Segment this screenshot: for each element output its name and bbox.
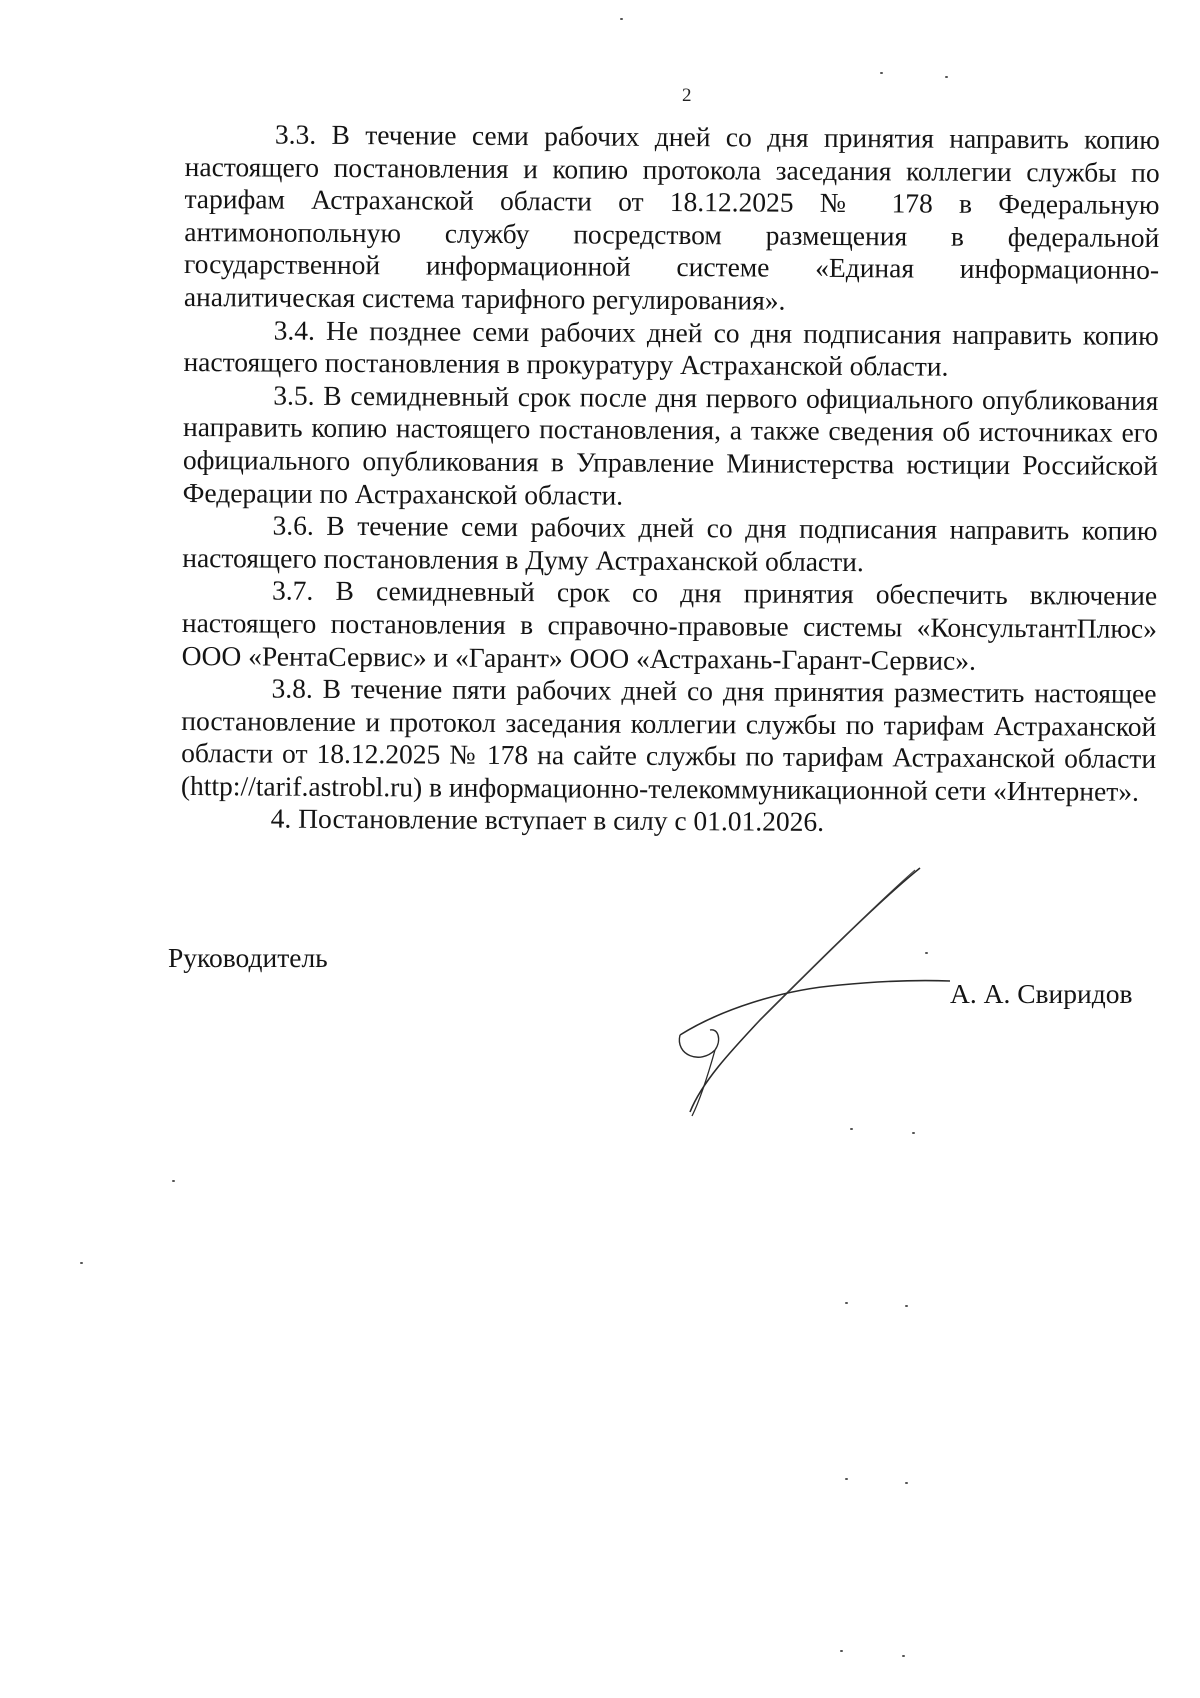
scan-speck xyxy=(620,18,623,20)
scan-speck xyxy=(850,1128,853,1130)
handwritten-signature xyxy=(660,860,960,1120)
signatory-role: Руководитель xyxy=(168,942,328,973)
scan-speck xyxy=(880,72,883,74)
paragraph-3-4: 3.4. Не позднее семи рабочих дней со дня подписания направить копию настоящего постановления в прокуратуру Астраханской области. xyxy=(183,314,1159,382)
paragraph-3-6: 3.6. В течение семи рабочих дней со дня подписания направить копию настоящего постановления в Думу Астраханской области. xyxy=(182,509,1158,577)
scan-speck xyxy=(925,952,928,954)
scan-speck xyxy=(80,1262,83,1264)
paragraph-3-8: 3.8. В течение пяти рабочих дней со дня принятия разместить настоящее постановление и протокол заседания коллегии службы по тарифам Астраханской области от 18.12.2025 № 178 на сайте службы по тарифам Астраханской области (http://tarif.astrobl.ru) в информационно-телекоммуникационной сети «Интернет». xyxy=(180,672,1157,807)
document-body xyxy=(181,118,1160,841)
scan-speck xyxy=(172,1180,175,1182)
paragraph-3-7: 3.7. В семидневный срок со дня принятия обеспечить включение настоящего постановления в справочно-правовые системы «КонсультантПлюс» ООО «РентаСервис» и «Гарант» ООО «Астрахань-Гарант-Сервис». xyxy=(181,574,1158,676)
paragraph-3-3: 3.3. В течение семи рабочих дней со дня принятия направить копию настоящего постановления и копию протокола заседания коллегии службы по тарифам Астраханской области от 18.12.2025 № 178 в Федеральную антимонопольную службу посредством размещения в федеральной государственной информационной системе «Единая информационно-аналитическая система тарифного регулирования». xyxy=(183,118,1160,316)
scan-speck xyxy=(840,1650,843,1652)
scan-speck xyxy=(845,1478,848,1480)
paragraph-3-5: 3.5. В семидневный срок после дня первого официального опубликования направить копию настоящего постановления, а также сведения об источниках его официального опубликования в Управление Министерства юстиции Российской Федерации по Астраханской области. xyxy=(182,379,1159,511)
scan-speck xyxy=(905,1482,908,1484)
scan-speck xyxy=(902,1655,905,1657)
page-number: 2 xyxy=(682,85,692,106)
signatory-name: А. А. Свиридов xyxy=(950,978,1133,1009)
scan-speck xyxy=(845,1302,848,1304)
paragraph-4: 4. Постановление вступает в силу с 01.01.2026. xyxy=(270,803,825,838)
scan-speck xyxy=(945,76,948,78)
scan-speck xyxy=(912,1132,915,1134)
scan-speck xyxy=(905,1305,908,1307)
